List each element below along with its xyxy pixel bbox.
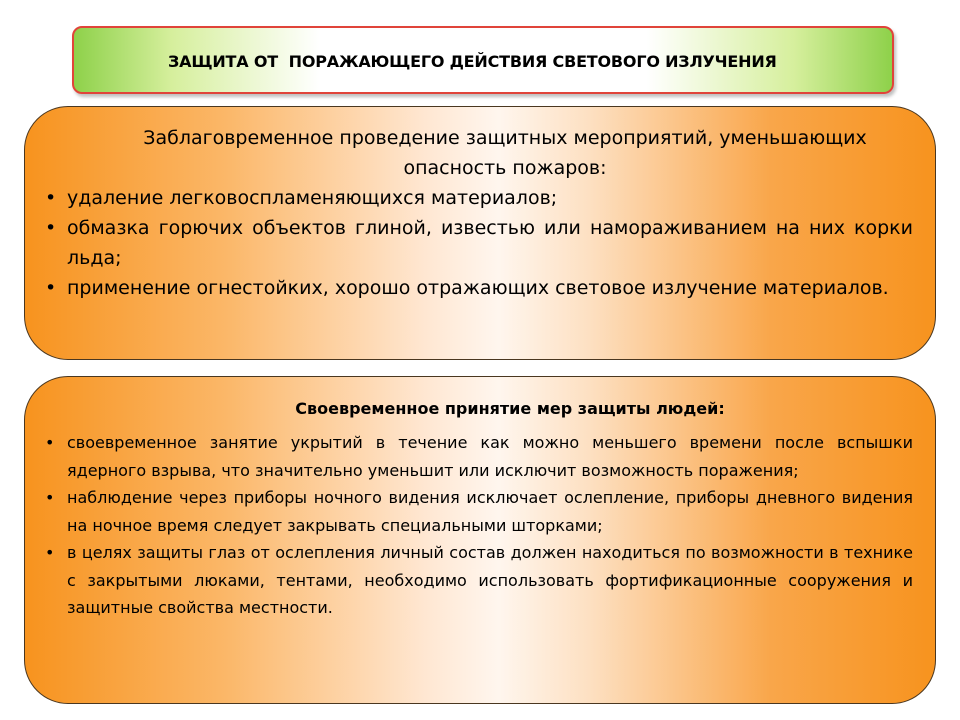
list-item: • применение огнестойких, хорошо отражающих световое излучение материалов. <box>41 273 913 303</box>
list-item: • своевременное занятие укрытий в течение как можно меньшего времени после вспышки ядерного взрыва, что значительно уменьшит или исключит возможность поражения; <box>41 429 913 484</box>
people-protection-list <box>41 429 913 622</box>
slide-title: ЗАЩИТА ОТ ПОРАЖАЮЩЕГО ДЕЙСТВИЯ СВЕТОВОГО ИЗЛУЧЕНИЯ <box>168 52 777 71</box>
list-item: • обмазка горючих объектов глиной, известью или намораживанием на них корки льда; <box>41 213 913 273</box>
list-item: • удаление легковоспламеняющихся материалов; <box>41 183 913 213</box>
title-banner <box>72 26 894 94</box>
advance-measures-intro: Заблаговременное проведение защитных мероприятий, уменьшающих опасность пожаров: <box>143 127 867 179</box>
people-protection-panel <box>24 376 936 704</box>
advance-measures-panel <box>24 106 936 360</box>
list-item: • в целях защиты глаз от ослепления личный состав должен находиться по возможности в технике с закрытыми люками, тентами, необходимо использовать фортификационные сооружения и защитные свойства местности. <box>41 539 913 622</box>
list-item: • наблюдение через приборы ночного видения исключает ослепление, приборы дневного видения на ночное время следует закрывать специальными шторками; <box>41 484 913 539</box>
people-protection-heading: Своевременное принятие мер защиты людей: <box>295 399 725 418</box>
advance-measures-list <box>41 183 913 303</box>
